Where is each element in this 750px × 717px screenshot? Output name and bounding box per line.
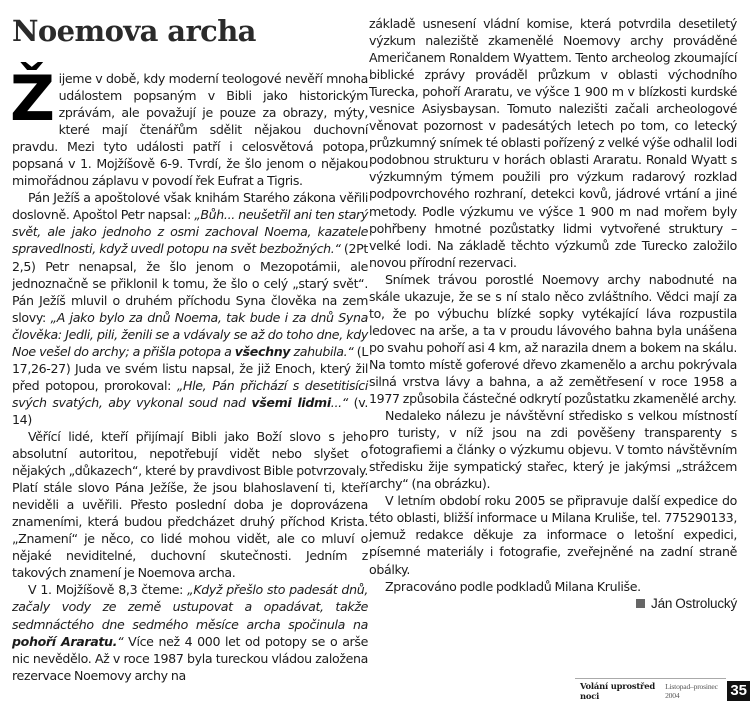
- paragraph: V 1. Mojžíšově 8,3 čteme: „Když přešlo sto padesát dnů, začaly vody ze země ustupovat a opadávat, takže sedmnáctého dne sedmého měsíce archa spočinula na pohoří Araratu.“ Více než 4 000 let od potopy se o arše nic nevědělo. Až v roce 1987 byla tureckou vládou založena rezervace Noemovy archy na: [12, 582, 368, 683]
- page-number: 35: [727, 681, 750, 701]
- paragraph: V letním období roku 2005 se připravuje další expedice do této oblasti, bližší informace u Milana Kruliše, tel. 775290133, jemuž redakce děkuje za informace o letošní expedici, písemné materiály i fotografie, zveřejněné na zadní straně obálky.: [369, 493, 737, 577]
- paragraph-intro: [10, 62, 368, 189]
- paragraph: základě usnesení vládní komise, která potvrdila desetiletý výzkum naleziště zkamenělé Noemovy archy prováděné Američanem Ronaldem Wyattem. Tento archeolog zkoumající biblické zprávy prováděl průzkum v oblasti východního Turecka, pohoří Araratu, ve výšce 1 900 m v blízkosti kurdské vesnice Asiysbaysan. Tomuto nalezišti začali archeologové věnovat pozornost v padesátých letech po tom, co letecký průzkumný snímek té oblasti pořízený z velké výše odhalil lodi podobnou strukturu v horách oblasti Araratu. Ronald Wyatt s výzkumným týmem použili pro výzkum radarový rozklad podpovrchového rozhraní, detekci kovů, jádrové vrtání a jiné metody. Podle výzkumu ve výšce 1 900 m nad mořem byly pohřbeny hmotné pozůstatky lidmi vytvořené struktury – velké lodi. Na základě těchto výzkumů zde Turecko založilo novou přírodní rezervaci.: [369, 16, 738, 270]
- issue-date: Listopad–prosinec 2004: [665, 682, 718, 700]
- paragraph: Nedaleko nálezu je návštěvní středisko s velkou místností pro turisty, v níž jsou na zdi pověšeny transparenty s fotografiemi a články o výzkumu objevu. V tomto návštěvním středisku žije sympatický stařec, který je jakýmsi „strážcem archy“ (na obrázku).: [369, 408, 737, 492]
- drop-cap: Ž: [10, 62, 55, 135]
- author-byline: [369, 595, 737, 612]
- right-column: [369, 15, 737, 612]
- paragraph: Snímek trávou porostlé Noemovy archy nabodnuté na skále ukazuje, že se s ní stalo něco zvláštního. Vědci mají za to, že po výbuchu blízké sopky vytékající láva rozpustila ledovec na arše, a ta v proudu lávového bahna byla unášena po svahu pohoří asi 4 km, až narazila dnem a bokem na skálu. Na tomto místě goferové dřevo zkamenělo a archu pokrývala silná vrstva lávy a bahna, a až zemětřesení v roce 1958 a 1977 způsobila částečné odkrytí pozůstatku zkamenělé archy.: [369, 271, 737, 407]
- paragraph-text: ijeme v době, kdy moderní teologové nevěří mnoha událostem popsaným v Bibli jako historickým zprávám, ale považují je pouze za obrazy, mýty, které mají čtenářům sdělit nějakou duchovní pravdu. Mezi tyto události patří i celosvětová potopa, popsaná v 1. Mojžíšově 6-9. Tvrdí, že šlo jenom o nějakou mimořádnou záplavu v povodí řek Eufrat a Tigris.: [12, 71, 368, 189]
- paragraph-credits: Zpracováno podle podkladů Milana Kruliše.: [385, 578, 641, 594]
- footer-rule: [575, 678, 726, 679]
- article-title: Noemova archa: [12, 14, 256, 48]
- publication-name: Volání uprostřed noci: [580, 681, 656, 701]
- author-name: Ján Ostrolucký: [651, 595, 737, 611]
- paragraph: Věřící lidé, kteří přijímají Bibli jako Boží slovo s jeho absolutní autoritou, nepotřebují vidět nebo slyšet o nějakých „důkazech“, které by pravdivost Bible potvrzovaly. Platí stále slovo Pána Ježíše, že jsou blahoslavení ti, kteří neviděli a uvěřili. Přesto poslední doba je doprovázena znameními, která budou předcházet druhý příchod Krista. „Znamení“ je něco, co lidé mohou vidět, ale co mluví o nějaké neviditelné, duchovní skutečnosti. Jedním z takových znamení je Noemova archa.: [12, 428, 368, 581]
- left-column: [10, 62, 369, 684]
- page-footer: [580, 681, 750, 701]
- paragraph: Pán Ježíš a apoštolové však knihám Starého zákona věřili doslovně. Apoštol Petr napsal: „Bůh... neušetřil ani ten starý svět, ale jako jednoho z osmi zachoval Noema, kazatele spravedlnosti, když uvedl potopu na svět bezbožných.“ (2Pt 2,5) Petr nenapsal, že šlo jenom o Mezopotámii, ale jednoznačně se přiklonil k tomu, že šlo o celý „starý svět“. Pán Ježíš mluvil o druhém příchodu Syna člověka na zem slovy: „A jako bylo za dnů Noema, tak bude i za dnů Syna člověka: Jedli, pili, ženili se a vdávaly se až do toho dne, kdy Noe vešel do archy; a přišla potopa a všechny zahubila.“ (L 17,26-27) Juda ve svém listu napsal, že již Enoch, který žil před potopou, prorokoval: „Hle, Pán přichází s desetitisíci svých svatých, aby vykonal soud nad všemi lidmi...“ (v. 14): [12, 190, 369, 427]
- square-bullet-icon: [636, 599, 645, 608]
